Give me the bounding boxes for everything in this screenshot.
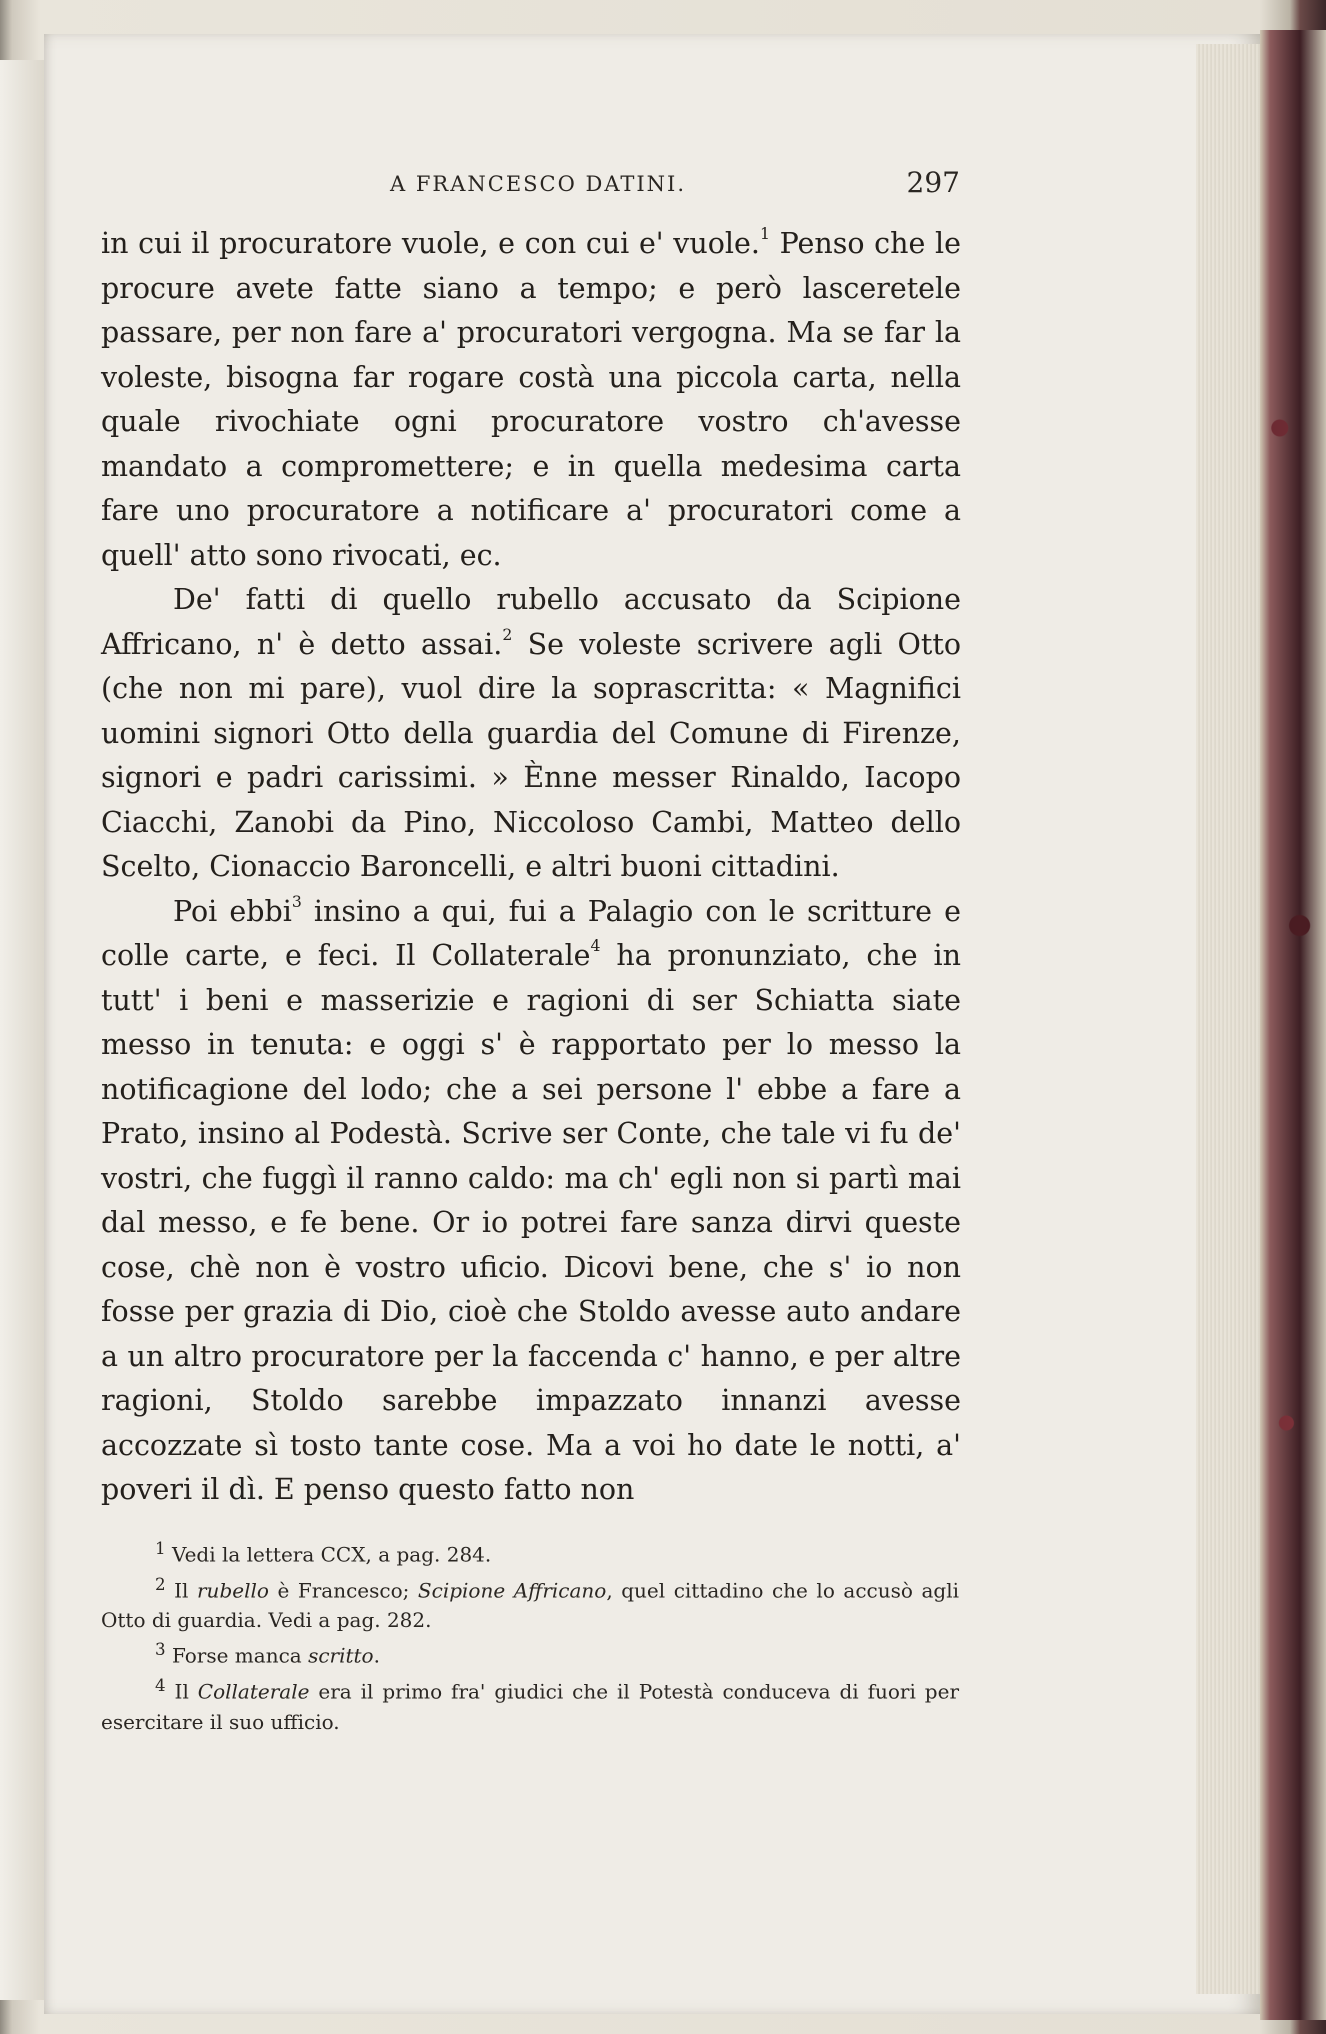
text-run: Penso che le procure avete fatte siano a tempo; e però lasceretele passare, per non fare a' procuratori vergogna. Ma se far la voleste, bisogna far rogare costà una piccola carta, nella quale rivochiate ogni procuratore vostro ch'avesse mandato a compromettere; e in quella medesima carta fare uno procuratore a notificare a' procuratori come a quell' atto sono rivocati, ec. [101, 227, 961, 572]
text-run: è Francesco; [268, 1578, 418, 1603]
text-run: Se voleste scrivere agli Otto (che non mi pare), vuol dire la soprascritta: « Magnifici uomini signori Otto della guardia del Comune di Firenze, signori e padri carissimi. » Ènne messer Rinaldo, Iacopo Ciacchi, Zanobi da Pino, Niccoloso Cambi, Matteo dello Scelto, Cionaccio Baroncelli, e altri buoni cittadini. [101, 627, 961, 883]
paragraph [101, 578, 961, 890]
footnote [101, 1671, 959, 1737]
italic-text: Scipione Affricano [417, 1578, 607, 1603]
text-run: in cui il procuratore vuole, e con cui e' vuole. [101, 227, 760, 260]
footnote-reference: 1 [759, 223, 770, 243]
footnote-reference: 2 [502, 624, 513, 644]
book-cover-edge [1260, 30, 1326, 2020]
footnote-mark: 1 [155, 1539, 166, 1558]
body-text [101, 222, 961, 1513]
text-run: . [373, 1643, 380, 1668]
text-run: Vedi la lettera CCX, a pag. 284. [165, 1542, 492, 1567]
footnote [101, 1534, 959, 1570]
text-run: Il [165, 1578, 197, 1603]
footnotes [101, 1534, 959, 1737]
paragraph [101, 222, 961, 578]
facing-page-edge [0, 60, 44, 2000]
italic-text: rubello [197, 1578, 269, 1603]
footnote-mark: 3 [155, 1640, 166, 1660]
italic-text: Collaterale [197, 1679, 310, 1704]
text-run: De' fatti di quello rubello accusato da Scipione Affricano, n' è detto assai. [101, 583, 961, 661]
footnote-mark: 4 [155, 1675, 166, 1695]
running-title: A FRANCESCO DATINI. [390, 172, 687, 196]
page-number: 297 [906, 166, 960, 199]
running-header [100, 166, 960, 206]
text-run: Forse manca [165, 1643, 309, 1668]
text-run: Poi ebbi [173, 894, 292, 928]
text-run: insino a qui, fui a Palagio con le scritture e colle carte, e feci. Il Collaterale [101, 894, 961, 972]
paragraph [101, 890, 961, 1513]
footnote [101, 1570, 959, 1636]
footnote [101, 1635, 959, 1671]
text-run: , quel cittadino che lo accusò agli Otto di guardia. Vedi a pag. 282. [101, 1578, 959, 1633]
text-run: ha pronunziato, che in tutt' i beni e masserizie e ragioni di ser Schiatta siate messo in tenuta: e oggi s' è rapportato per lo messo la notificagione del lodo; che a sei persone l' ebbe a fare a Prato, insino al Podestà. Scrive ser Conte, che tale vi fu de' vostri, che fuggì il ranno caldo: ma ch' egli non si partì mai dal messo, e fe bene. Or io potrei fare sanza dirvi queste cose, chè non è vostro uficio. Dicovi bene, che s' io non fosse per grazia di Dio, cioè che Stoldo avesse auto andare a un altro procuratore per la faccenda c' hanno, e per altre ragioni, Stoldo sarebbe impazzato innanzi avesse accozzate sì tosto tante cose. Ma a voi ho date le notti, a' poveri il dì. E penso questo fatto non [101, 939, 961, 1506]
text-run: Il [165, 1679, 198, 1704]
footnote-reference: 4 [590, 935, 601, 955]
page-fore-edge [1196, 44, 1260, 1994]
text-run: era il primo fra' giudici che il Potestà conduceva di fuori per esercitare il suo ufficio. [101, 1679, 960, 1734]
footnote-mark: 2 [155, 1574, 166, 1594]
footnote-reference: 3 [291, 891, 302, 911]
italic-text: scritto [308, 1643, 374, 1668]
